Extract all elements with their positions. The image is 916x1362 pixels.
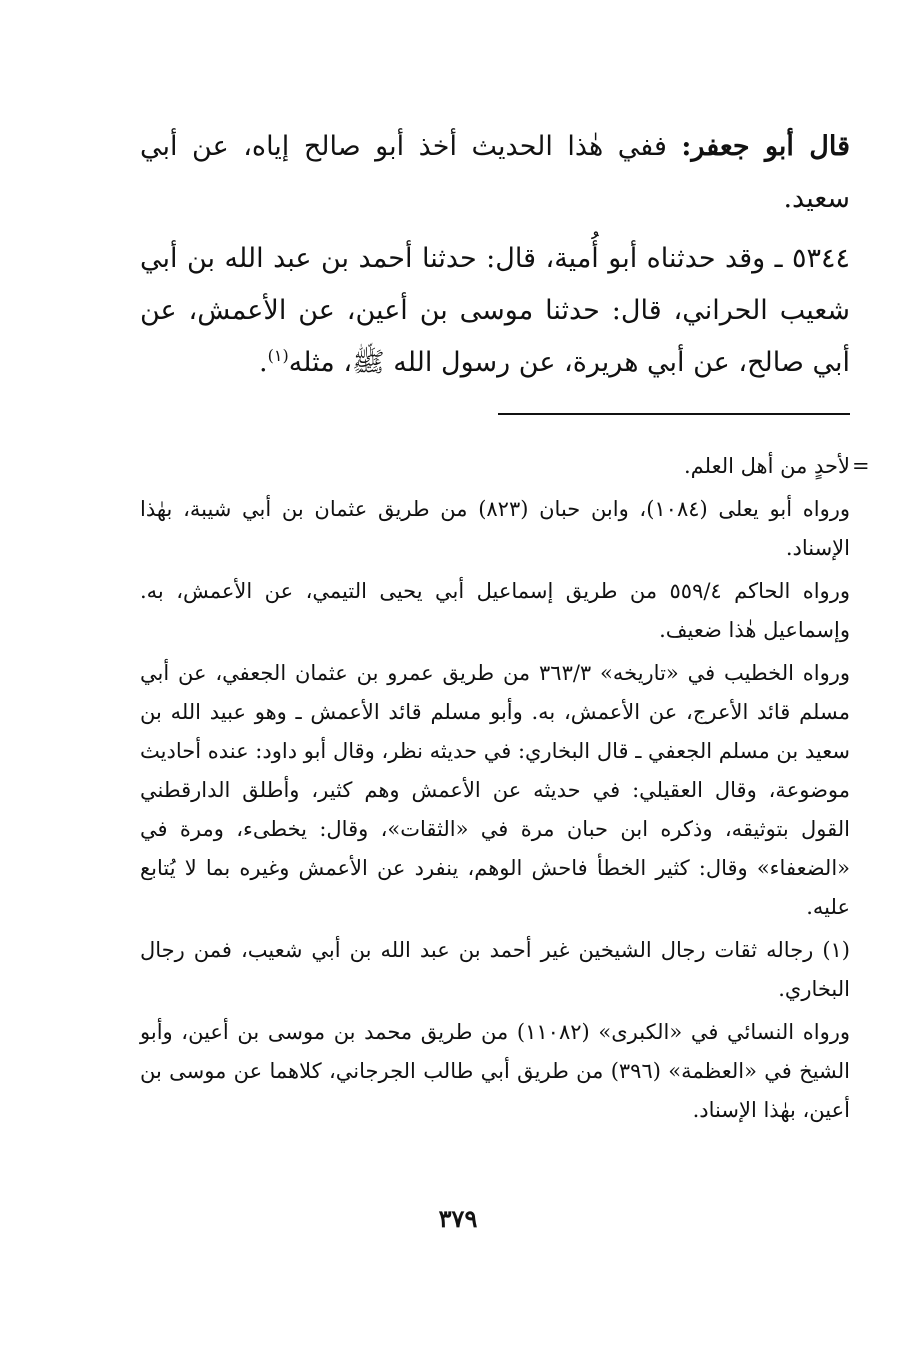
- footnote-item: ورواه أبو يعلى (١٠٨٤)، وابن حبان (٨٢٣) من طريق عثمان بن أبي شيبة، بهٰذا الإسناد.: [140, 497, 850, 560]
- footnotes-block: [140, 447, 850, 1134]
- page-number: ٣٧٩: [438, 1204, 478, 1233]
- footnote-reference: (١): [267, 346, 289, 365]
- main-paragraph-2: [140, 233, 850, 389]
- main-text-block: [140, 121, 850, 389]
- footnote-item: ورواه الخطيب في «تاريخه» ٣٦٣/٣ من طريق عمرو بن عثمان الجعفي، عن أبي مسلم قائد الأعرج، عن الأعمش، به. وأبو مسلم قائد الأعمش ـ وهو عبيد الله بن سعيد بن مسلم الجعفي ـ قال البخاري: في حديثه نظر، وقال أبو داود: عنده أحاديث موضوعة، وقال العقيلي: في حديثه عن الأعمش وهم كثير، وأطلق الدارقطني القول بتوثيقه، وذكره ابن حبان مرة في «الثقات»، وقال: يخطىء، ومرة في «الضعفاء» وقال: كثير الخطأ فاحش الوهم، ينفرد عن الأعمش وغيره بما لا يُتابع عليه.: [140, 661, 850, 919]
- paragraph-2-text: ٥٣٤٤ ـ وقد حدثناه أبو أُمية، قال: حدثنا أحمد بن عبد الله بن أبي شعيب الحراني، قال: حدثنا موسى بن أعين، عن الأعمش، عن أبي صالح، عن أبي هريرة، عن رسول الله ﷺ، مثله: [140, 243, 850, 378]
- footnote-item: ورواه الحاكم ٥٥٩/٤ من طريق إسماعيل أبي يحيى التيمي، عن الأعمش، به. وإسماعيل هٰذا ضعيف.: [140, 579, 850, 642]
- paragraph-2-end: .: [259, 347, 268, 378]
- footnote-item: ورواه النسائي في «الكبرى» (١١٠٨٢) من طريق محمد بن موسى بن أعين، وأبو الشيخ في «العظمة» (٣٩٦) من طريق أبي طالب الجرجاني، كلاهما عن موسى بن أعين، بهٰذا الإسناد.: [140, 1020, 851, 1122]
- footnote-separator: [498, 413, 850, 415]
- footnote-item: (١) رجاله ثقات رجال الشيخين غير أحمد بن عبد الله بن أبي شعيب، فمن رجال البخاري.: [140, 938, 850, 1001]
- speaker-lead: قال أبو جعفر:: [681, 131, 850, 162]
- footnote-item: لأحدٍ من أهل العلم.: [683, 454, 850, 478]
- main-paragraph-1: [140, 121, 850, 225]
- continuation-mark: =: [852, 454, 870, 478]
- paragraph-1-text: ففي هٰذا الحديث أخذ أبو صالح إياه، عن أبي سعيد.: [140, 131, 850, 214]
